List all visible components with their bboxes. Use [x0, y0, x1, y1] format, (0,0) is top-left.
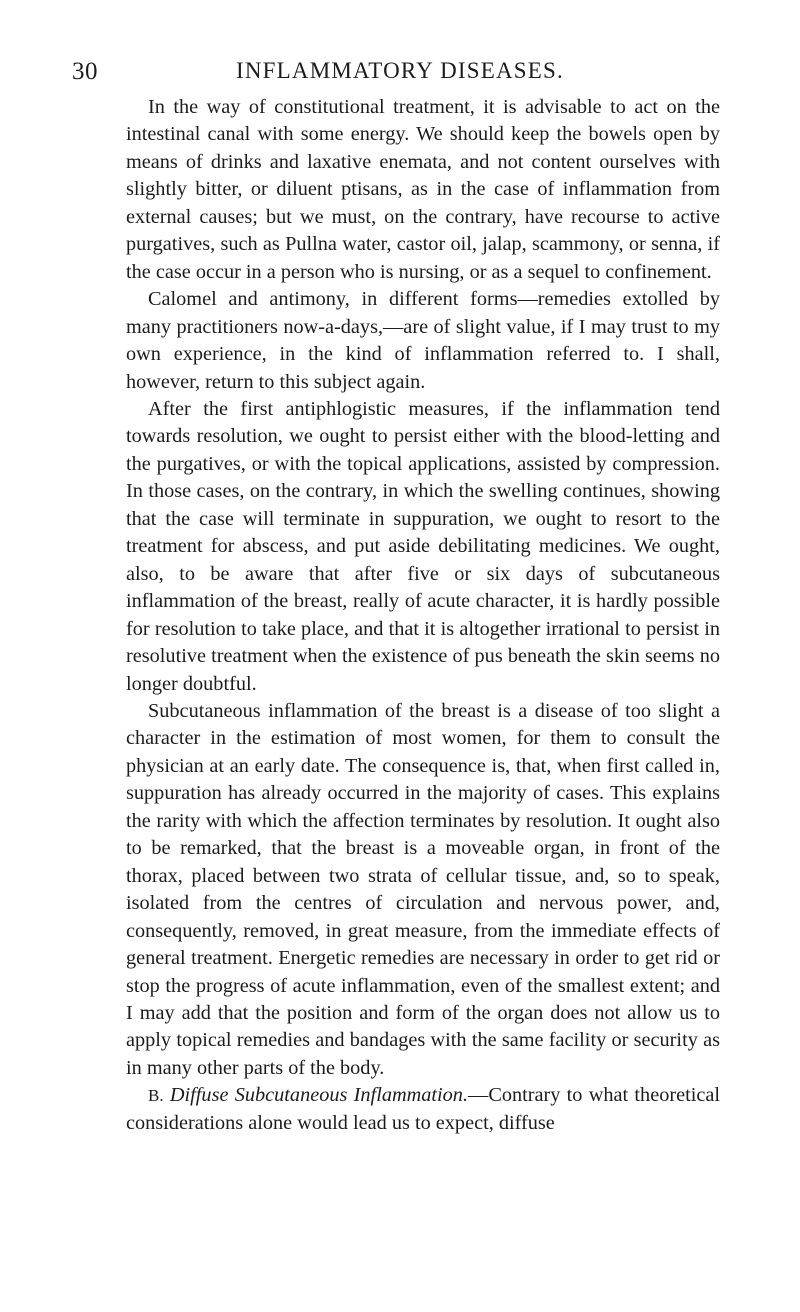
- section-text: —Contrary to what theoretical considerations alone would lead us to expect, diffuse: [126, 1084, 720, 1134]
- paragraph-section-b: [126, 1082, 720, 1137]
- paragraph-calomel: Calomel and antimony, in different forms—remedies extolled by many practitioners now-a-days,—are of slight value, if I may trust to my own experience, in the kind of inflammation referred to. I shall, however, return to this subject again.: [126, 288, 720, 393]
- paragraph-antiphlogistic: After the first antiphlogistic measures, if the inflammation tend towards resolution, we ought to persist either with the blood-letting and the purgatives, or with the topical applications, assisted by compression. In those cases, on the contrary, in which the swelling continues, showing that the case will terminate in suppuration, we ought to resort to the treatment for abscess, and put aside debilitating medicines. We ought, also, to be aware that after five or six days of subcutaneous inflammation of the breast, really of acute character, it is hardly possible for resolution to take place, and that it is altogether irrational to persist in resolutive treatment when the existence of pus beneath the skin seems no longer doubtful.: [126, 397, 720, 695]
- paragraph-constitutional-treatment: In the way of constitutional treatment, it is advisable to act on the intestinal canal with some energy. We should keep the bowels open by means of drinks and laxative enemata, and not content ourselves with slightly bitter, or diluent ptisans, as in the case of inflammation from external causes; but we must, on the contrary, have recourse to active purgatives, such as Pullna water, castor oil, jalap, scammony, or senna, if the case occur in a person who is nursing, or as a sequel to confinement.: [126, 96, 720, 283]
- paragraph-subcutaneous: Subcutaneous inflammation of the breast is a disease of too slight a character in the estimation of most women, for them to consult the physician at an early date. The consequence is, that, when first called in, suppuration has already occurred in the majority of cases. This explains the rarity with which the affection terminates by resolution. It ought also to be remarked, that the breast is a moveable organ, in front of the thorax, placed between two strata of cellular tissue, and, so to speak, isolated from the centres of circulation and nervous power, and, consequently, removed, in great measure, from the immediate effects of general treatment. Energetic remedies are necessary in order to get rid or stop the progress of acute inflammation, even of the smallest extent; and I may add that the position and form of the organ does not allow us to apply topical remedies and bandages with the same facility or security as in many other parts of the body.: [126, 699, 720, 1079]
- body-text: [126, 94, 720, 1137]
- page-number: 30: [72, 58, 98, 85]
- page-header: [0, 58, 800, 86]
- running-title: INFLAMMATORY DISEASES.: [235, 58, 564, 83]
- section-heading: Diffuse Subcutaneous Inflammation.: [169, 1084, 469, 1107]
- section-label: B.: [148, 1086, 164, 1106]
